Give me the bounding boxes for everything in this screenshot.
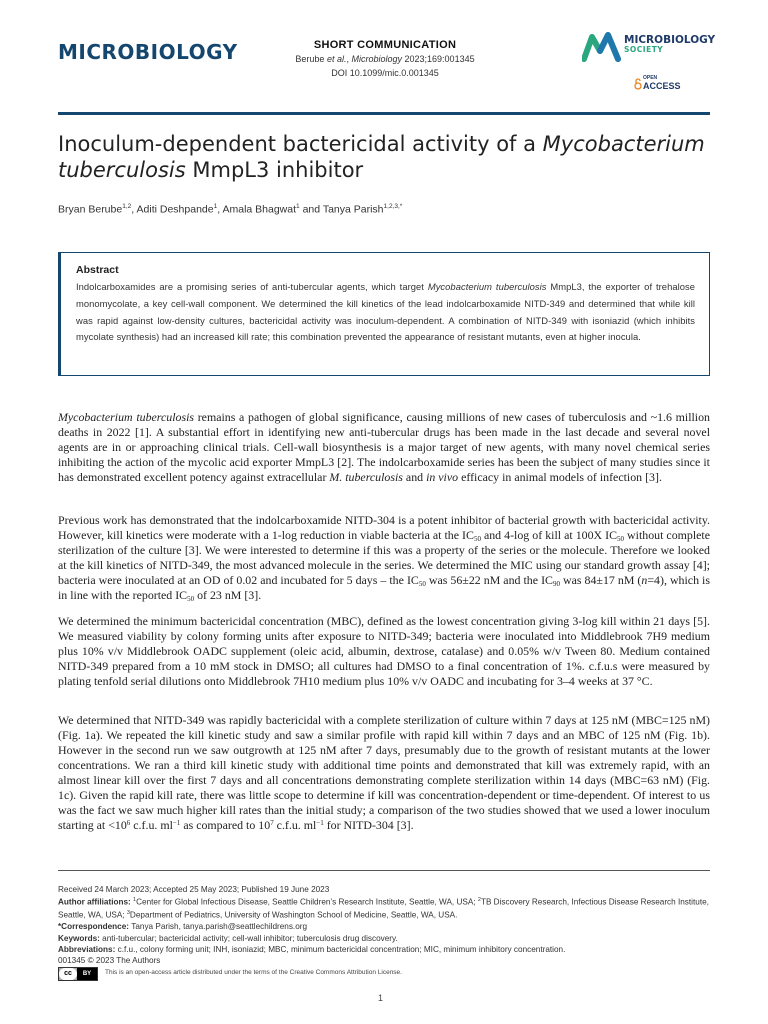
open-label: OPEN (643, 75, 658, 81)
doi[interactable]: DOI 10.1099/mic.0.001345 (331, 68, 439, 78)
author-affiliations: Author affiliations: $^1$Center for Global Infectious Disease, Seattle Children’s Research Institute, Seattle, WA, USA; $^2$TB Discovery Research, Infectious Disease Research Institute, Seattle, WA, USA; $^3$Department of Pediatrics, University of Washington School of Medicine, Seattle, WA, USA. (58, 897, 709, 921)
author-affiliation: 1,2 (122, 203, 132, 210)
correspondence: *Correspondence: Tanya Parish, tanya.parish@seattlechildrens.org (58, 922, 308, 932)
open-access-badge (634, 76, 681, 91)
keywords: Keywords: anti-tubercular; bactericidal activity; cell-wall inhibitor; tuberculosis drug discovery. (58, 933, 398, 943)
article-header-info (260, 38, 510, 80)
author[interactable]: Tanya Parish (322, 203, 384, 216)
article-type: SHORT COMMUNICATION (313, 39, 457, 51)
citation-journal: Microbiology (351, 54, 402, 64)
page-number: 1 (378, 993, 384, 1003)
body-paragraph-2: Previous work has demonstrated that the indolcarboxamide NITD-304 is a potent inhibitor of bacterial growth with bactericidal activity. However, kill kinetics were moderate with a 1-log reduction in viable bacteria at the $IC_{50}$ and 4-log of kill at 100X $IC_{50}$ without complete sterilization of the culture [3]. We were interested to determine if this was a property of the series or the molecule. Therefore we looked at the kill kinetics of NITD-349, the most advanced molecule in the series. We determined the MIC using our standard growth assay [4]; bacteria were inoculated at an OD of 0.02 and incubated for 5 days – the $IC_{50}$ was 56±22 nM and the $IC_{90}$ was 84±17 nM (n=4), which is in line with the reported $IC_{50}$ of 23 nM [3]. (58, 513, 710, 603)
citation-volume: 2023;169:001345 (404, 54, 475, 64)
citation-author: Berube (295, 54, 325, 64)
body-paragraph-1: Mycobacterium tuberculosis remains a pathogen of global significance, causing millions of new cases of tuberculosis and ~1.6 million deaths in 2022 [1]. A substantial effort in identifying new anti-tubercular drugs has been made in the last decade and several novel agents are in or approaching clinical trials. Cell-wall biosynthesis is a major target of new agents, with many novel chemical series inhibiting the action of the mycolic acid exporter MmpL3 [2]. The indolcarboxamide series has been the subject of many studies since it has demonstrated excellent potency against extracellular M. tuberculosis and in vivo efficacy in animal models of infection [3]. (58, 410, 711, 484)
abstract-box (58, 252, 710, 376)
copyright-line: 001345 © 2023 The Authors (58, 956, 161, 966)
license-text: This is an open-access article distributed under the terms of the Creative Commons Attribution License. (105, 969, 402, 976)
citation: Berube et al., Microbiology 2023;169:001345 (295, 54, 475, 64)
society-line-2: SOCIETY (624, 45, 664, 54)
citation-etal: et al. (326, 54, 347, 64)
author[interactable]: Aditi Deshpande (136, 203, 214, 216)
author-list: Bryan Berube$^{1,2}$, Aditi Deshpande$^1$, Amala Bhagwat$^1$ and Tanya Parish$^{1,2,3,*}$ (58, 203, 403, 216)
article-footer (58, 884, 718, 967)
creative-commons-icon[interactable] (58, 967, 98, 981)
cc-label: cc (59, 968, 77, 980)
publication-dates: Received 24 March 2023; Accepted 25 May 2023; Published 19 June 2023 (58, 885, 330, 894)
body-paragraph-4: We determined that NITD-349 was rapidly bactericidal with a complete sterilization of culture within 7 days at 125 nM (MBC=125 nM) (Fig. 1a). We repeated the kill kinetic study and saw a similar profile with rapid kill within 7 days and an MBC of 125 nM (Fig. 1b). However in the second run we saw outgrowth at 125 nM after 7 days, presumably due to the growth of resistant mutants at the lower concentrations. We ran a third kill kinetic study with additional time points and demonstrated that kill was extremely rapid, with an almost linear kill over the first 7 days and all concentrations demonstrating complete sterilization within 14 days (MBC=63 nM) (Fig. 1c). Given the rapid kill rate, there was little scope to determine if kill was concentration-dependent or time-dependent. Of interest to us was the fact we saw much higher kill rates than the initial study; a comparison of the two studies showed that we used a lower inoculum starting at $<10^6$ c.f.u. $ml^{-1}$ as compared to $10^7$ c.f.u. $ml^{-1}$ for NITD-304 [3]. (58, 713, 710, 832)
society-name (624, 35, 715, 55)
footer-rule (58, 870, 710, 871)
correspondence-email[interactable]: Tanya Parish, tanya.parish@seattlechildrens.org (131, 922, 308, 932)
abstract-heading: Abstract (76, 264, 119, 276)
author-affiliation: 1,2,3,* (383, 203, 403, 210)
header-rule (58, 112, 710, 115)
author[interactable]: Bryan Berube (58, 203, 123, 216)
author[interactable]: Amala Bhagwat (222, 203, 297, 216)
author-affiliation: 1 (213, 203, 218, 210)
body-paragraph-3: We determined the minimum bactericidal concentration (MBC), defined as the lowest concentration giving 3-log kill within 21 days [5]. We measured viability by colony forming units after exposure to NITD-349; bacteria were inoculated into Middlebrook 7H9 medium plus 10% v/v Middlebrook OADC supplement (oleic acid, albumin, dextrose, catalase) and 0.05% w/v Tween 80. Medium contained NITD-349 prepared from a 10 mM stock in DMSO; all cultures had DMSO to a final concentration of 1%. c.f.u.s were measured by plating tenfold serial dilutions onto Middlebrook 7H10 medium plus 10% v/v OADC and incubating for 3–4 weeks at 37 °C. (58, 614, 710, 688)
article-title: Inoculum-dependent bactericidal activity of a Mycobacterium tuberculosis MmpL3 inhibitor (58, 132, 705, 182)
abbreviations: Abbreviations: c.f.u., colony forming unit; INH, isoniazid; MBC, minimum bactericidal concentration; MIC, minimum inhibitory concentration. (58, 944, 566, 954)
access-label: ACCESS (643, 81, 681, 91)
society-line-1: MICROBIOLOGY (624, 34, 716, 46)
author-affiliation: 1 (296, 203, 300, 210)
journal-name: MICROBIOLOGY (58, 40, 238, 64)
by-label: BY (77, 968, 97, 980)
abstract-text: Indolcarboxamides are a promising series of anti-tubercular agents, which target Mycobacterium tuberculosis MmpL3, the exporter of trehalose monomycolate, a key cell-wall component. We determined the kill kinetics of the lead indolcarboxamide NITD-349 and determined that while kill was rapid against low-density cultures, bactericidal activity was inoculum-dependent. A combination of NITD-349 with isoniazid (which inhibits mycolate synthesis) had an increased kill rate; this combination prevented the appearance of resistant mutants, even at higher inocula. (76, 281, 695, 343)
